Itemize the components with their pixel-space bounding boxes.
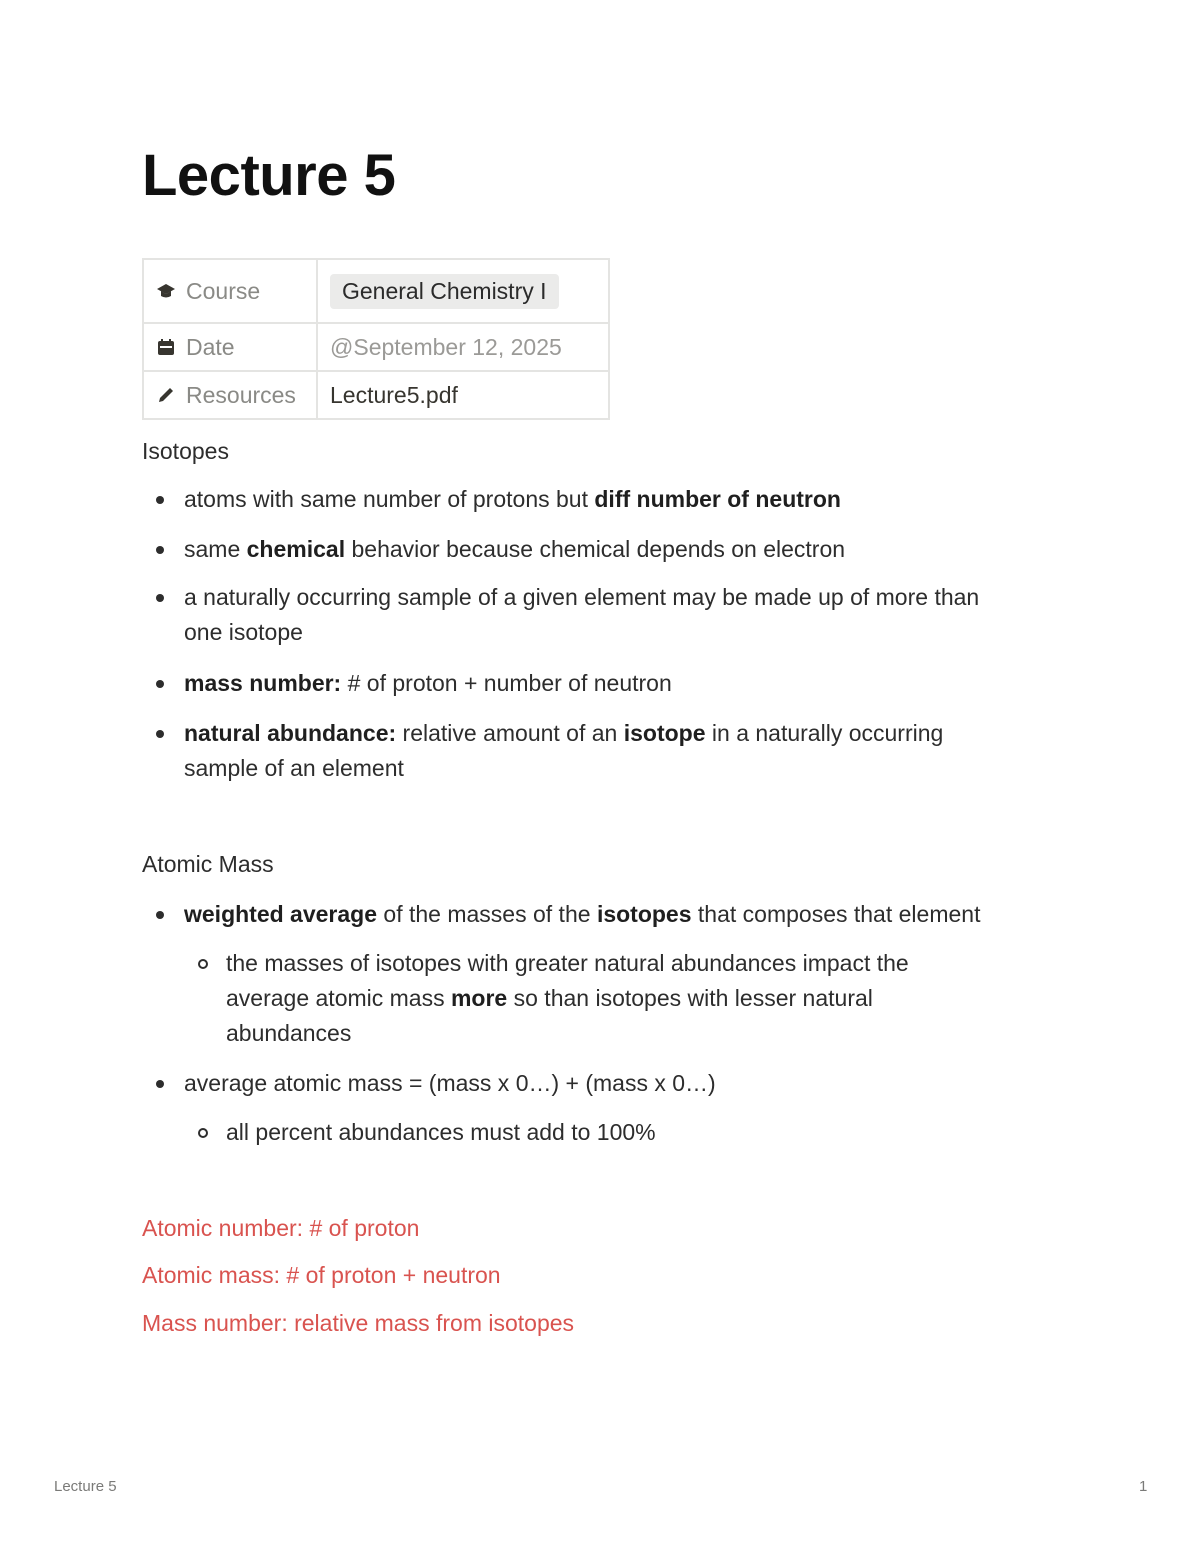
hollow-bullet-icon — [198, 959, 208, 969]
property-row-date — [143, 323, 609, 371]
isotopes-heading: Isotopes — [142, 438, 229, 464]
sub-list-item: all percent abundances must add to 100% — [184, 1115, 1004, 1150]
note-atomic-number: Atomic number: # of proton — [142, 1215, 420, 1241]
properties-table — [142, 258, 610, 420]
bullet-icon — [156, 911, 164, 919]
date-value[interactable]: @September 12, 2025 — [330, 333, 562, 360]
note-mass-number: Mass number: relative mass from isotopes — [142, 1310, 575, 1336]
pencil-icon — [156, 385, 176, 405]
property-row-resources — [143, 371, 609, 419]
property-label-resources: Resources — [186, 381, 296, 408]
hollow-bullet-icon — [198, 1128, 208, 1138]
property-label-course: Course — [186, 277, 261, 304]
list-item: average atomic mass = (mass x 0…) + (mass x 0…) — [142, 1066, 1062, 1101]
bullet-icon — [156, 1080, 164, 1088]
list-item: mass number: # of proton + number of neutron — [142, 666, 1062, 701]
footer-title: Lecture 5 — [54, 1478, 117, 1495]
page-number: 1 — [1139, 1478, 1148, 1495]
bullet-icon — [156, 546, 164, 554]
bullet-icon — [156, 680, 164, 688]
property-row-course — [143, 259, 609, 323]
bullet-icon — [156, 730, 164, 738]
course-tag[interactable]: General Chemistry I — [330, 274, 559, 309]
list-item: a naturally occurring sample of a given element may be made up of more than one isotope — [142, 580, 1062, 650]
list-item: natural abundance: relative amount of an isotope in a naturally occurring sample of an element — [142, 716, 1062, 786]
atomic-mass-heading: Atomic Mass — [142, 851, 274, 877]
bullet-icon — [156, 594, 164, 602]
graduation-cap-icon — [156, 281, 176, 301]
list-item: atoms with same number of protons but diff number of neutron — [142, 482, 1062, 517]
note-atomic-mass: Atomic mass: # of proton + neutron — [142, 1262, 501, 1288]
list-item: weighted average of the masses of the isotopes that composes that element — [142, 897, 1062, 932]
resources-link[interactable]: Lecture5.pdf — [330, 381, 458, 408]
property-label-date: Date — [186, 333, 235, 360]
page-title: Lecture 5 — [142, 143, 396, 208]
calendar-icon — [156, 337, 176, 357]
sub-list-item: the masses of isotopes with greater natural abundances impact the average atomic mass more so than isotopes with lesser natural abundances — [184, 946, 1004, 1051]
list-item: same chemical behavior because chemical depends on electron — [142, 532, 1062, 567]
bullet-icon — [156, 496, 164, 504]
